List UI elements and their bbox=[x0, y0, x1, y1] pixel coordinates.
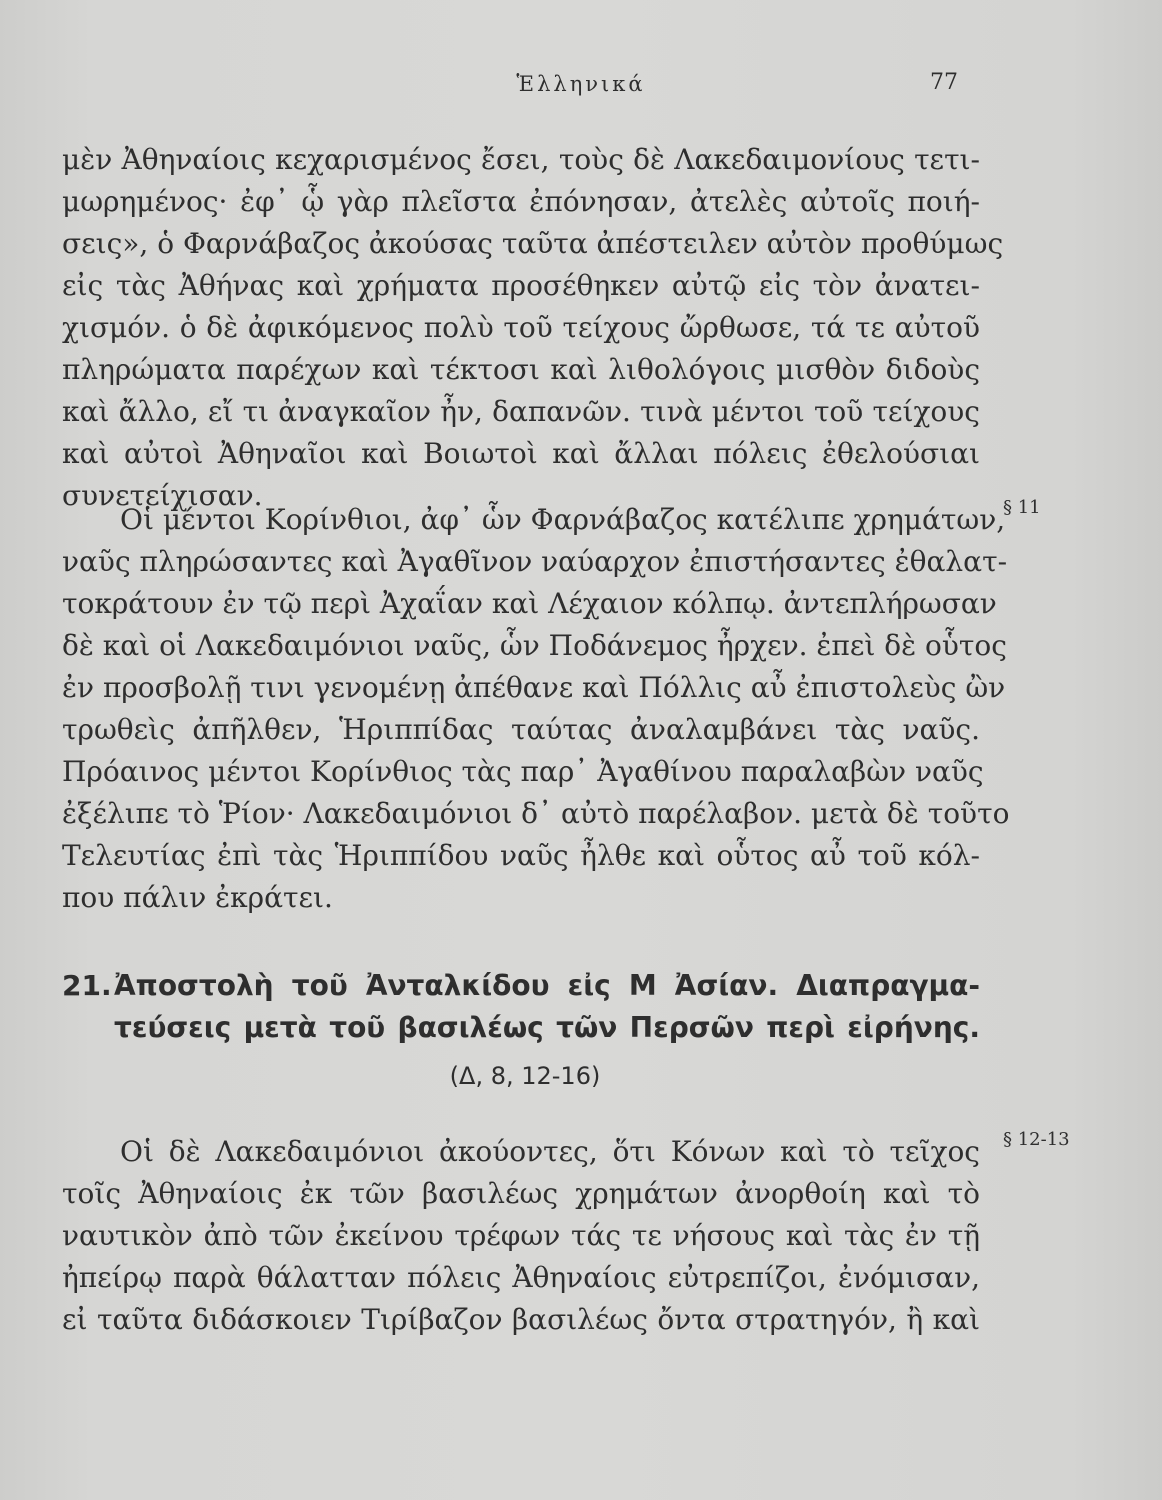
text-line: εἰς τὰς Ἀθήνας καὶ χρήματα προσέθηκεν αὐτῷ εἰς τὸν ἀνατει- bbox=[62, 269, 980, 302]
text-line: συνετείχισαν. bbox=[62, 479, 263, 512]
text-line: τοῖς Ἀθηναίοις ἐκ τῶν βασιλέως χρημάτων ἀνορθοίη καὶ τὸ bbox=[62, 1177, 980, 1210]
text-line: καὶ ἄλλο, εἴ τι ἀναγκαῖον ἦν, δαπανῶν. τινὰ μέντοι τοῦ τείχους bbox=[62, 395, 980, 428]
text-line: Οἱ δὲ Λακεδαιμόνιοι ἀκούοντες, ὅτι Κόνων καὶ τὸ τεῖχος bbox=[120, 1135, 980, 1168]
chapter-title-line: τεύσεις μετὰ τοῦ βασιλέως τῶν Περσῶν περὶ εἰρήνης. bbox=[114, 1011, 980, 1044]
text-line: πληρώματα παρέχων καὶ τέκτοσι καὶ λιθολόγοις μισθὸν διδοὺς bbox=[62, 353, 980, 386]
text-line: δὲ καὶ οἱ Λακεδαιμόνιοι ναῦς, ὧν Ποδάνεμος ἦρχεν. ἐπεὶ δὲ οὗτος bbox=[62, 629, 1007, 662]
text-line: χισμόν. ὁ δὲ ἀφικόμενος πολὺ τοῦ τείχους ὤρθωσε, τά τε αὐτοῦ bbox=[62, 311, 980, 344]
text-line: μωρημένος· ἐφ᾽ ᾧ γὰρ πλεῖστα ἐπόνησαν, ἀτελὲς αὐτοῖς ποιή- bbox=[62, 185, 980, 218]
text-line: εἰ ταῦτα διδάσκοιεν Τιρίβαζον βασιλέως ὄντα στρατηγόν, ἢ καὶ bbox=[62, 1303, 980, 1336]
page-number: 77 bbox=[930, 70, 958, 95]
text-line: ναυτικὸν ἀπὸ τῶν ἐκείνου τρέφων τάς τε νήσους καὶ τὰς ἐν τῇ bbox=[62, 1219, 980, 1252]
text-line: Τελευτίας ἐπὶ τὰς Ἡριππίδου ναῦς ἦλθε καὶ οὗτος αὖ τοῦ κόλ- bbox=[62, 839, 980, 872]
running-title: Ἑλληνικά bbox=[516, 72, 646, 96]
text-line: τρωθεὶς ἀπῆλθεν, Ἡριππίδας ταύτας ἀναλαμβάνει τὰς ναῦς. bbox=[62, 713, 980, 746]
source-reference: (Δ, 8, 12-16) bbox=[449, 1062, 601, 1090]
text-line: σεις», ὁ Φαρνάβαζος ἀκούσας ταῦτα ἀπέστειλεν αὐτὸν προθύμως bbox=[62, 227, 1004, 260]
margin-section-ref: § 12-13 bbox=[1003, 1129, 1070, 1150]
text-line: ναῦς πληρώσαντες καὶ Ἀγαθῖνον ναύαρχον ἐπιστήσαντες ἐθαλατ- bbox=[62, 545, 1008, 578]
text-line: που πάλιν ἐκράτει. bbox=[62, 881, 333, 914]
text-line: ἐξέλιπε τὸ Ῥίον· Λακεδαιμόνιοι δ᾽ αὐτὸ παρέλαβον. μετὰ δὲ τοῦτο bbox=[62, 797, 1010, 830]
text-line: ἐν προσβολῇ τινι γενομένῃ ἀπέθανε καὶ Πόλλις αὖ ἐπιστολεὺς ὢν bbox=[62, 671, 1006, 704]
text-line: ἠπείρῳ παρὰ θάλατταν πόλεις Ἀθηναίοις εὐτρεπίζοι, ἐνόμισαν, bbox=[62, 1261, 980, 1294]
text-line: Πρόαινος μέντοι Κορίνθιος τὰς παρ᾽ Ἀγαθίνου παραλαβὼν ναῦς bbox=[62, 755, 984, 788]
chapter-title-line: Ἀποστολὴ τοῦ Ἀνταλκίδου εἰς Μ Ἀσίαν. Διαπραγμα- bbox=[114, 969, 980, 1002]
text-line: τοκράτουν ἐν τῷ περὶ Ἀχαΐαν καὶ Λέχαιον κόλπῳ. ἀντεπλήρωσαν bbox=[62, 587, 997, 620]
text-line: καὶ αὐτοὶ Ἀθηναῖοι καὶ Βοιωτοὶ καὶ ἄλλαι πόλεις ἐθελούσιαι bbox=[62, 437, 980, 470]
text-line: μὲν Ἀθηναίοις κεχαρισμένος ἔσει, τοὺς δὲ Λακεδαιμονίους τετι- bbox=[62, 143, 980, 176]
chapter-number: 21. bbox=[62, 969, 112, 1002]
text-line: Οἱ μέντοι Κορίνθιοι, ἀφ᾽ ὧν Φαρνάβαζος κατέλιπε χρημάτων, bbox=[120, 503, 1006, 536]
margin-section-ref: § 11 bbox=[1003, 497, 1041, 518]
